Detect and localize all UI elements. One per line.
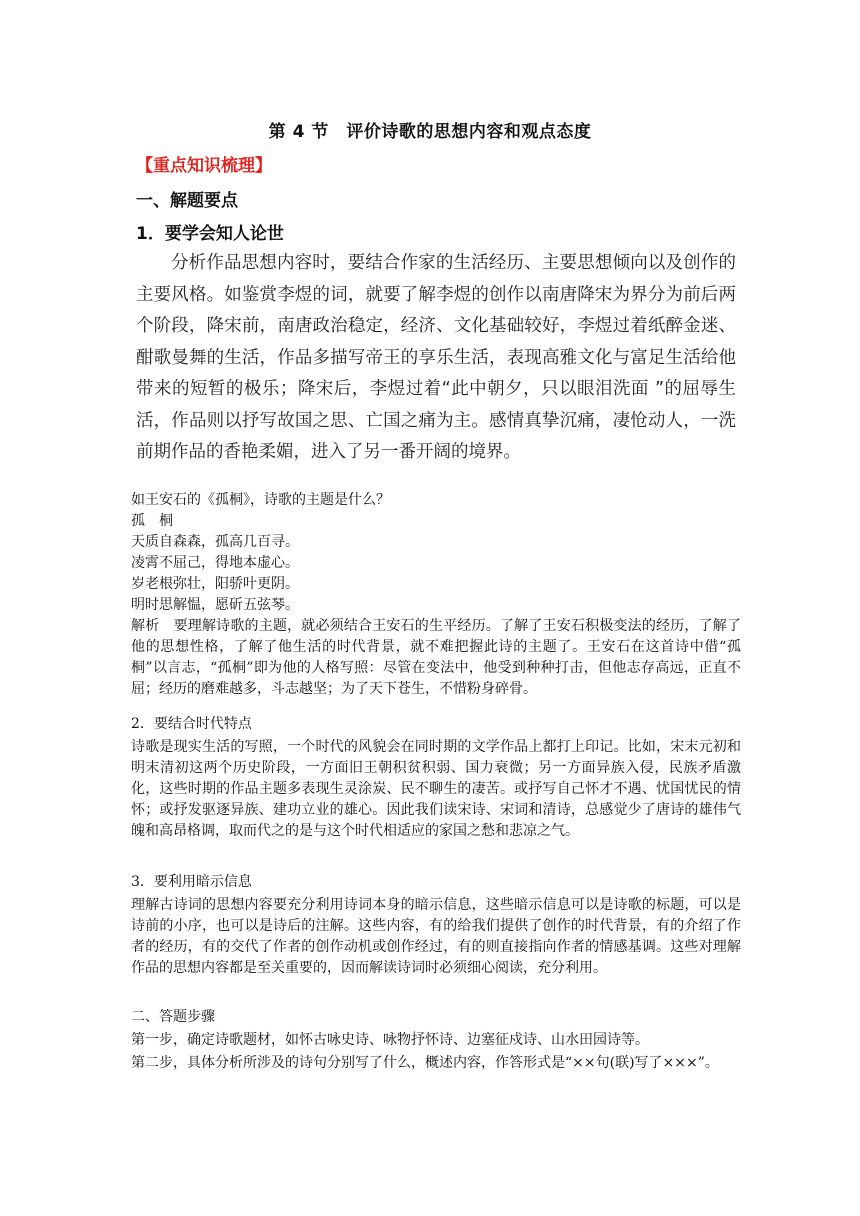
heading-answer-steps: 二、答题步骤 (131, 1009, 215, 1025)
point-2-heading: 2．要结合时代特点 (131, 716, 252, 732)
poem-title: 孤 桐 (131, 513, 173, 529)
step-1: 第一步，确定诗歌题材，如怀古咏史诗、咏物抒怀诗、边塞征戍诗、山水田园诗等。 (131, 1032, 649, 1048)
step-2: 第二步，具体分析所涉及的诗句分别写了什么，概述内容，作答形式是“××句(联)写了×××”。 (131, 1055, 719, 1071)
analysis-paragraph: 解析 要理解诗歌的主题，就必须结合王安石的生平经历。了解了王安石积极变法的经历，了解了他的思想性格，了解了他生活的时代背景，就不难把握此诗的主题了。王安石在这首诗中借“孤桐”以言志，“孤桐”即为他的人格写照：尽管在变法中，他受到种种打击，但他志存高远，正直不屈；经历的磨难越多，斗志越坚；为了天下苍生，不惜粉身碎骨。 (131, 618, 741, 697)
example-question: 如王安石的《孤桐》，诗歌的主题是什么？ (131, 492, 390, 508)
section-tag: 【重点知识梳理】 (136, 156, 272, 176)
poem-line: 天质自森森，孤高几百寻。 (131, 534, 299, 550)
poem-line: 明时思解愠，愿斫五弦琴。 (131, 597, 299, 613)
heading-know-author: 1．要学会知人论世 (136, 224, 284, 244)
lead-paragraph: 分析作品思想内容时，要结合作家的生活经历、主要思想倾向以及创作的主要风格。如鉴赏李煜的词，就要了解李煜的创作以南唐降宋为界分为前后两个阶段，降宋前，南唐政治稳定，经济、文化基础较好，李煜过着纸醉金迷、酣歌曼舞的生活，作品多描写帝王的享乐生活，表现高雅文化与富足生活给他带来的短暂的极乐；降宋后，李煜过着“此中朝夕，只以眼泪洗面 ”的屈辱生活，作品则以抒写故国之思、亡国之痛为主。感情真挚沉痛，凄怆动人，一洗前期作品的香艳柔媚，进入了另一番开阔的境界。 (136, 253, 736, 462)
point-3-paragraph: 理解古诗词的思想内容要充分利用诗词本身的暗示信息，这些暗示信息可以是诗歌的标题，可以是诗前的小序，也可以是诗后的注解。这些内容，有的给我们提供了创作的时代背景，有的介绍了作者的经历，有的交代了作者的创作动机或创作经过，有的则直接指向作者的情感基调。这些对理解作品的思想内容都是至关重要的，因而解读诗词时必须细心阅读，充分利用。 (131, 897, 741, 976)
heading-solving-points: 一、解题要点 (136, 191, 238, 211)
page-title: 第 4 节 评价诗歌的思想内容和观点态度 (268, 122, 592, 142)
poem-line: 凌霄不屈己，得地本虚心。 (131, 555, 299, 571)
point-2-paragraph: 诗歌是现实生活的写照，一个时代的风貌会在同时期的文学作品上都打上印记。比如，宋末元初和明末清初这两个历史阶段，一方面旧王朝积贫积弱、国力衰微；另一方面异族入侵，民族矛盾激化，这些时期的作品主题多表现生灵涂炭、民不聊生的凄苦。或抒写自己怀才不遇、忧国忧民的情怀；或抒发驱逐异族、建功立业的雄心。因此我们读宋诗、宋词和清诗，总感觉少了唐诗的雄伟气魄和高昂格调，取而代之的是与这个时代相适应的家国之愁和悲凉之气。 (131, 739, 741, 839)
point-3-heading: 3．要利用暗示信息 (131, 874, 252, 890)
poem-line: 岁老根弥壮，阳骄叶更阴。 (131, 576, 299, 592)
example-block (131, 490, 741, 616)
